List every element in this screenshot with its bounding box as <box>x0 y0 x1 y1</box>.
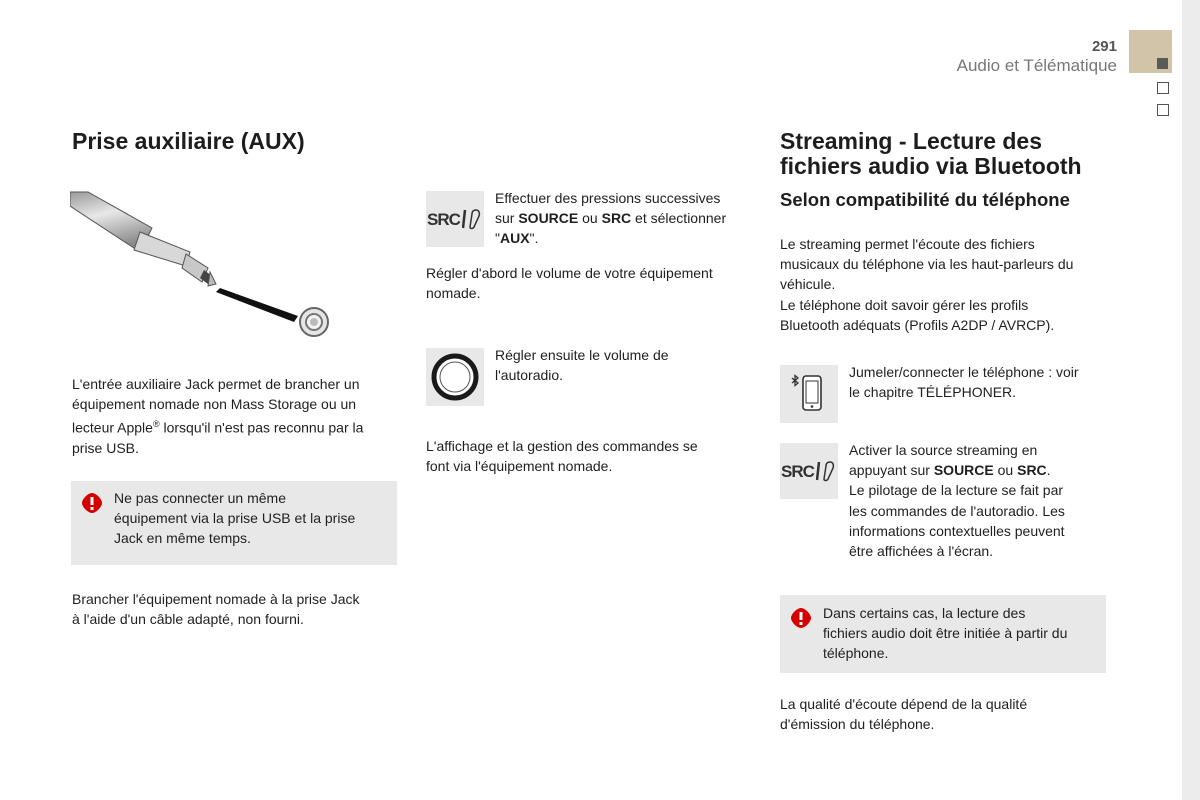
phone-icon-box <box>780 365 838 423</box>
activate-streaming-text: Activer la source streaming en appuyant sur SOURCE ou SRC. Le pilotage de la lecture se fait par les commandes de l'autoradio. Les informations contextuelles peuvent être affichées à l'écran. <box>849 442 1065 560</box>
volume-radio-text: Régler ensuite le volume de l'autoradio. <box>495 347 669 384</box>
streaming-warning-box: Dans certains cas, la lecture des fichiers audio doit être initiée à partir du téléphone. <box>780 595 1106 673</box>
src-button-icon <box>780 443 838 499</box>
aux-title: Prise auxiliaire (AUX) <box>72 128 305 154</box>
src-button-icon <box>426 191 484 247</box>
aux-connect-text: Brancher l'équipement nomade à la prise Jack à l'aide d'un câble adapté, non fourni. <box>72 591 360 628</box>
volume-device-text: Régler d'abord le volume de votre équipement nomade. <box>426 265 713 302</box>
src-instruction: Effectuer des pressions successives sur SOURCE ou SRC et sélectionner "AUX". <box>495 190 727 247</box>
page-number: 291 <box>1091 38 1117 55</box>
src-label: SRC <box>781 462 814 481</box>
chapter-marker-empty <box>1157 104 1169 116</box>
chapter-marker-filled <box>1157 58 1168 69</box>
pair-phone-text: Jumeler/connecter le téléphone : voir le chapitre TÉLÉPHONER. <box>849 364 1079 401</box>
aux-intro: L'entrée auxiliaire Jack permet de brancher un équipement nomade non Mass Storage ou un lecteur Apple® lorsqu'il n'est pas reconnu par la prise USB. <box>72 376 364 457</box>
volume-knob-icon <box>426 348 484 406</box>
finger-press-icon <box>462 208 482 230</box>
warning-icon <box>790 607 812 629</box>
knob-icon <box>429 351 481 403</box>
aux-warning-box: Ne pas connecter un même équipement via la prise USB et la prise Jack en même temps. <box>71 481 397 565</box>
streaming-intro: Le streaming permet l'écoute des fichiers musicaux du téléphone via les haut-parleurs du véhicule. Le téléphone doit savoir gérer les profils Bluetooth adéquats (Profils A2DP / AVRCP). <box>780 236 1074 333</box>
chapter-marker-empty <box>1157 82 1169 94</box>
section-title: Audio et Télématique <box>956 56 1117 75</box>
page-edge-bar <box>1182 0 1200 800</box>
src-label: SRC <box>427 210 460 229</box>
warning-icon <box>81 492 103 514</box>
bluetooth-phone-icon <box>788 373 830 415</box>
display-management-text: L'affichage et la gestion des commandes se font via l'équipement nomade. <box>426 438 698 475</box>
finger-press-icon <box>816 460 836 482</box>
streaming-title: Streaming - Lecture des fichiers audio via Bluetooth <box>780 128 1082 179</box>
jack-plug-illustration <box>70 188 340 340</box>
streaming-subtitle: Selon compatibilité du téléphone <box>780 189 1070 210</box>
quality-text: La qualité d'écoute dépend de la qualité d'émission du téléphone. <box>780 696 1028 733</box>
